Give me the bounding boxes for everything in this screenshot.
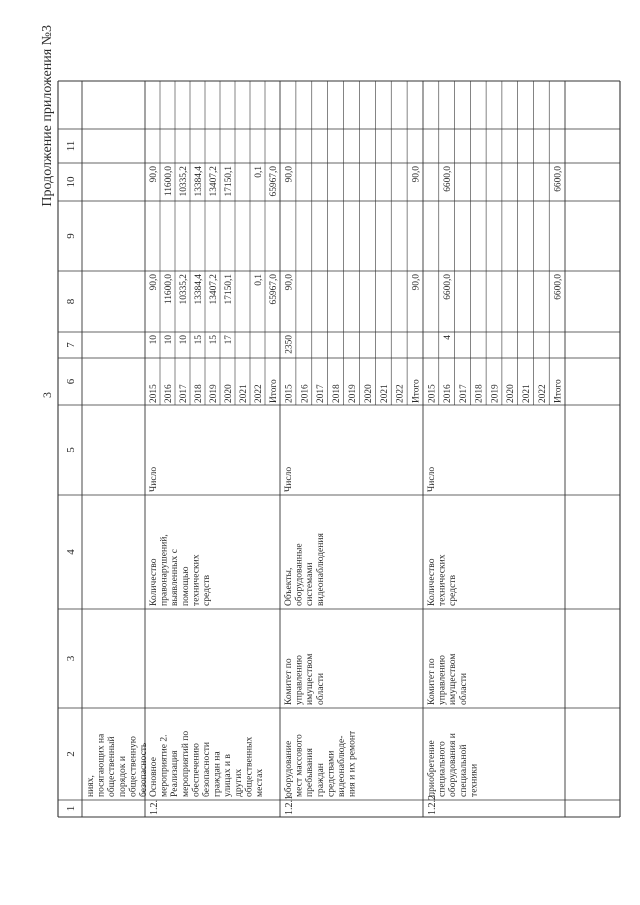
column-number-6: 6 (65, 378, 77, 385)
row-name-line: оборудование (283, 740, 294, 797)
col7-value: 0,1 (253, 274, 264, 286)
col9-value: 13384,4 (193, 166, 204, 197)
row-name-line: граждан (314, 763, 326, 797)
year-label: 2021 (379, 384, 390, 403)
col9-value: 17150,1 (223, 166, 234, 197)
col9-value: 6600,0 (553, 166, 564, 192)
year-label: Итого (411, 379, 422, 403)
column-number-2: 2 (65, 751, 77, 757)
indicator-line: выявленных с (169, 548, 181, 606)
year-label: 2019 (347, 384, 358, 403)
indicator-line: средств (447, 574, 459, 606)
col7-value: 10335,2 (178, 274, 189, 305)
col6-value: 15 (193, 335, 204, 345)
year-label: 2015 (148, 384, 159, 403)
year-label: 2022 (253, 384, 264, 403)
executor-line: управлению (436, 655, 448, 705)
column-number-7: 7 (65, 342, 77, 348)
year-label: 2022 (395, 384, 406, 403)
row-name-line: ния и их ремонт (346, 730, 358, 797)
row-name-line: мероприятий по (179, 730, 191, 797)
year-label: 2021 (238, 384, 249, 403)
row-name-line: посягающих на (95, 733, 107, 797)
executor-line: имуществом (304, 653, 316, 705)
page-number: 3 (40, 392, 54, 398)
executor-line: Комитет по (283, 658, 294, 705)
col9-value: 10335,2 (178, 166, 189, 197)
indicator-line: технических (190, 554, 202, 606)
col9-value: 90,0 (411, 166, 422, 183)
executor-line: Комитет по (426, 658, 437, 705)
row-name-line: безопасность (138, 742, 149, 797)
year-label: 2018 (193, 384, 204, 403)
year-label: 2020 (363, 384, 374, 403)
col9-value: 0,1 (253, 166, 264, 178)
col9-value: 6600,0 (443, 166, 454, 192)
col6-value: 10 (148, 335, 159, 345)
col7-value: 90,0 (148, 274, 159, 291)
row-name-line: Основное (148, 757, 159, 797)
column-number-11: 11 (65, 140, 77, 152)
year-label: 2016 (300, 384, 311, 403)
row-id: 1.2.2. (427, 792, 438, 815)
row-name-line: специального (436, 741, 448, 797)
col9-value: 11600,0 (163, 166, 174, 197)
indicator-line: помощью (179, 566, 191, 606)
row-name-line: видеонаблюде- (336, 735, 347, 797)
row-name-line: безопасности (201, 741, 212, 797)
row-name-line: общественный (106, 736, 118, 797)
col9-value: 65967,0 (268, 166, 279, 197)
indicator-line: Количество (426, 558, 437, 606)
year-label: Итого (268, 379, 279, 403)
year-label: 2016 (163, 384, 174, 403)
column-number-5: 5 (65, 447, 77, 453)
row-name-line: техники (468, 763, 480, 797)
year-label: 2019 (208, 384, 219, 403)
header-title: Продолжение приложения №3 (40, 25, 55, 207)
year-label: 2020 (506, 384, 517, 403)
column-number-1: 1 (65, 805, 77, 812)
col7-value: 13407,2 (208, 274, 219, 305)
col6-value: 17 (223, 335, 234, 345)
row-id: 1.2. (149, 800, 160, 815)
col7-value: 11600,0 (163, 274, 174, 305)
row-id: 1.2.1. (284, 792, 295, 815)
year-label: 2017 (458, 384, 469, 403)
row-name-line: оборудования и (447, 733, 459, 797)
unit-cell: Число (426, 466, 437, 492)
indicator-line: видеонаблюдения (314, 533, 326, 606)
column-number-9: 9 (65, 233, 77, 239)
col7-value: 6600,0 (553, 274, 564, 300)
row-name-line: обеспечению (190, 743, 202, 797)
row-name-line: местах (254, 768, 265, 797)
unit-cell: Число (283, 466, 294, 492)
col7-value: 6600,0 (443, 274, 454, 300)
col6-value: 15 (208, 335, 219, 345)
year-label: 2021 (522, 384, 533, 403)
executor-line: области (314, 672, 326, 705)
column-number-10: 10 (65, 176, 77, 188)
executor-line: имуществом (447, 653, 459, 705)
row-name-line: пребывания (304, 748, 316, 797)
row-name-line: улицах и в (222, 754, 234, 797)
indicator-line: системами (304, 562, 316, 606)
col7-value: 90,0 (284, 274, 295, 291)
col7-value: 65967,0 (268, 274, 279, 305)
row-name-line: Реализация (169, 750, 181, 797)
row-name-line: порядок и (116, 755, 128, 797)
indicator-line: Объекты, (283, 567, 294, 606)
col9-value: 90,0 (148, 166, 159, 183)
executor-line: управлению (293, 655, 305, 705)
year-label: 2020 (223, 384, 234, 403)
year-label: 2017 (316, 384, 327, 403)
col7-value: 13384,4 (193, 274, 204, 305)
indicator-line: правонарушений, (158, 534, 170, 606)
indicator-line: средств (201, 574, 212, 606)
row-name-line: приобретение (426, 740, 437, 797)
unit-cell: Число (148, 466, 159, 492)
year-label: 2018 (332, 384, 343, 403)
row-name-line: общественных (243, 736, 255, 797)
col9-value: 90,0 (284, 166, 295, 183)
executor-line: области (457, 672, 469, 705)
row-name-line: мест массового (293, 734, 305, 797)
year-label: 2016 (443, 384, 454, 403)
indicator-line: технических (436, 554, 448, 606)
year-label: 2018 (474, 384, 485, 403)
row-name-line: других (232, 768, 244, 797)
column-number-8: 8 (65, 298, 77, 305)
year-label: 2019 (490, 384, 501, 403)
year-label: 2015 (427, 384, 438, 403)
row-name-line: мероприятие 2. (158, 734, 170, 797)
col9-value: 13407,2 (208, 166, 219, 197)
year-label: 2015 (284, 384, 295, 403)
column-number-4: 4 (65, 549, 77, 555)
row-name-line: средствами (325, 750, 337, 797)
indicator-line: Количество (148, 558, 159, 606)
year-label: 2017 (178, 384, 189, 403)
year-label: Итого (553, 379, 564, 403)
row-name-line: граждан на (211, 751, 223, 797)
col6-value: 10 (163, 335, 174, 345)
col6-value: 10 (178, 335, 189, 345)
col7-value: 17150,1 (223, 274, 234, 305)
col7-value: 90,0 (411, 274, 422, 291)
indicator-line: оборудованные (293, 543, 305, 606)
col6-value: 2350 (284, 335, 295, 354)
column-number-3: 3 (65, 655, 77, 662)
row-name-line: специальной (457, 744, 469, 797)
year-label: 2022 (537, 384, 548, 403)
row-name-line: общественную (127, 736, 139, 797)
row-name-line: ниях, (85, 775, 96, 797)
col6-value: 4 (443, 335, 454, 340)
